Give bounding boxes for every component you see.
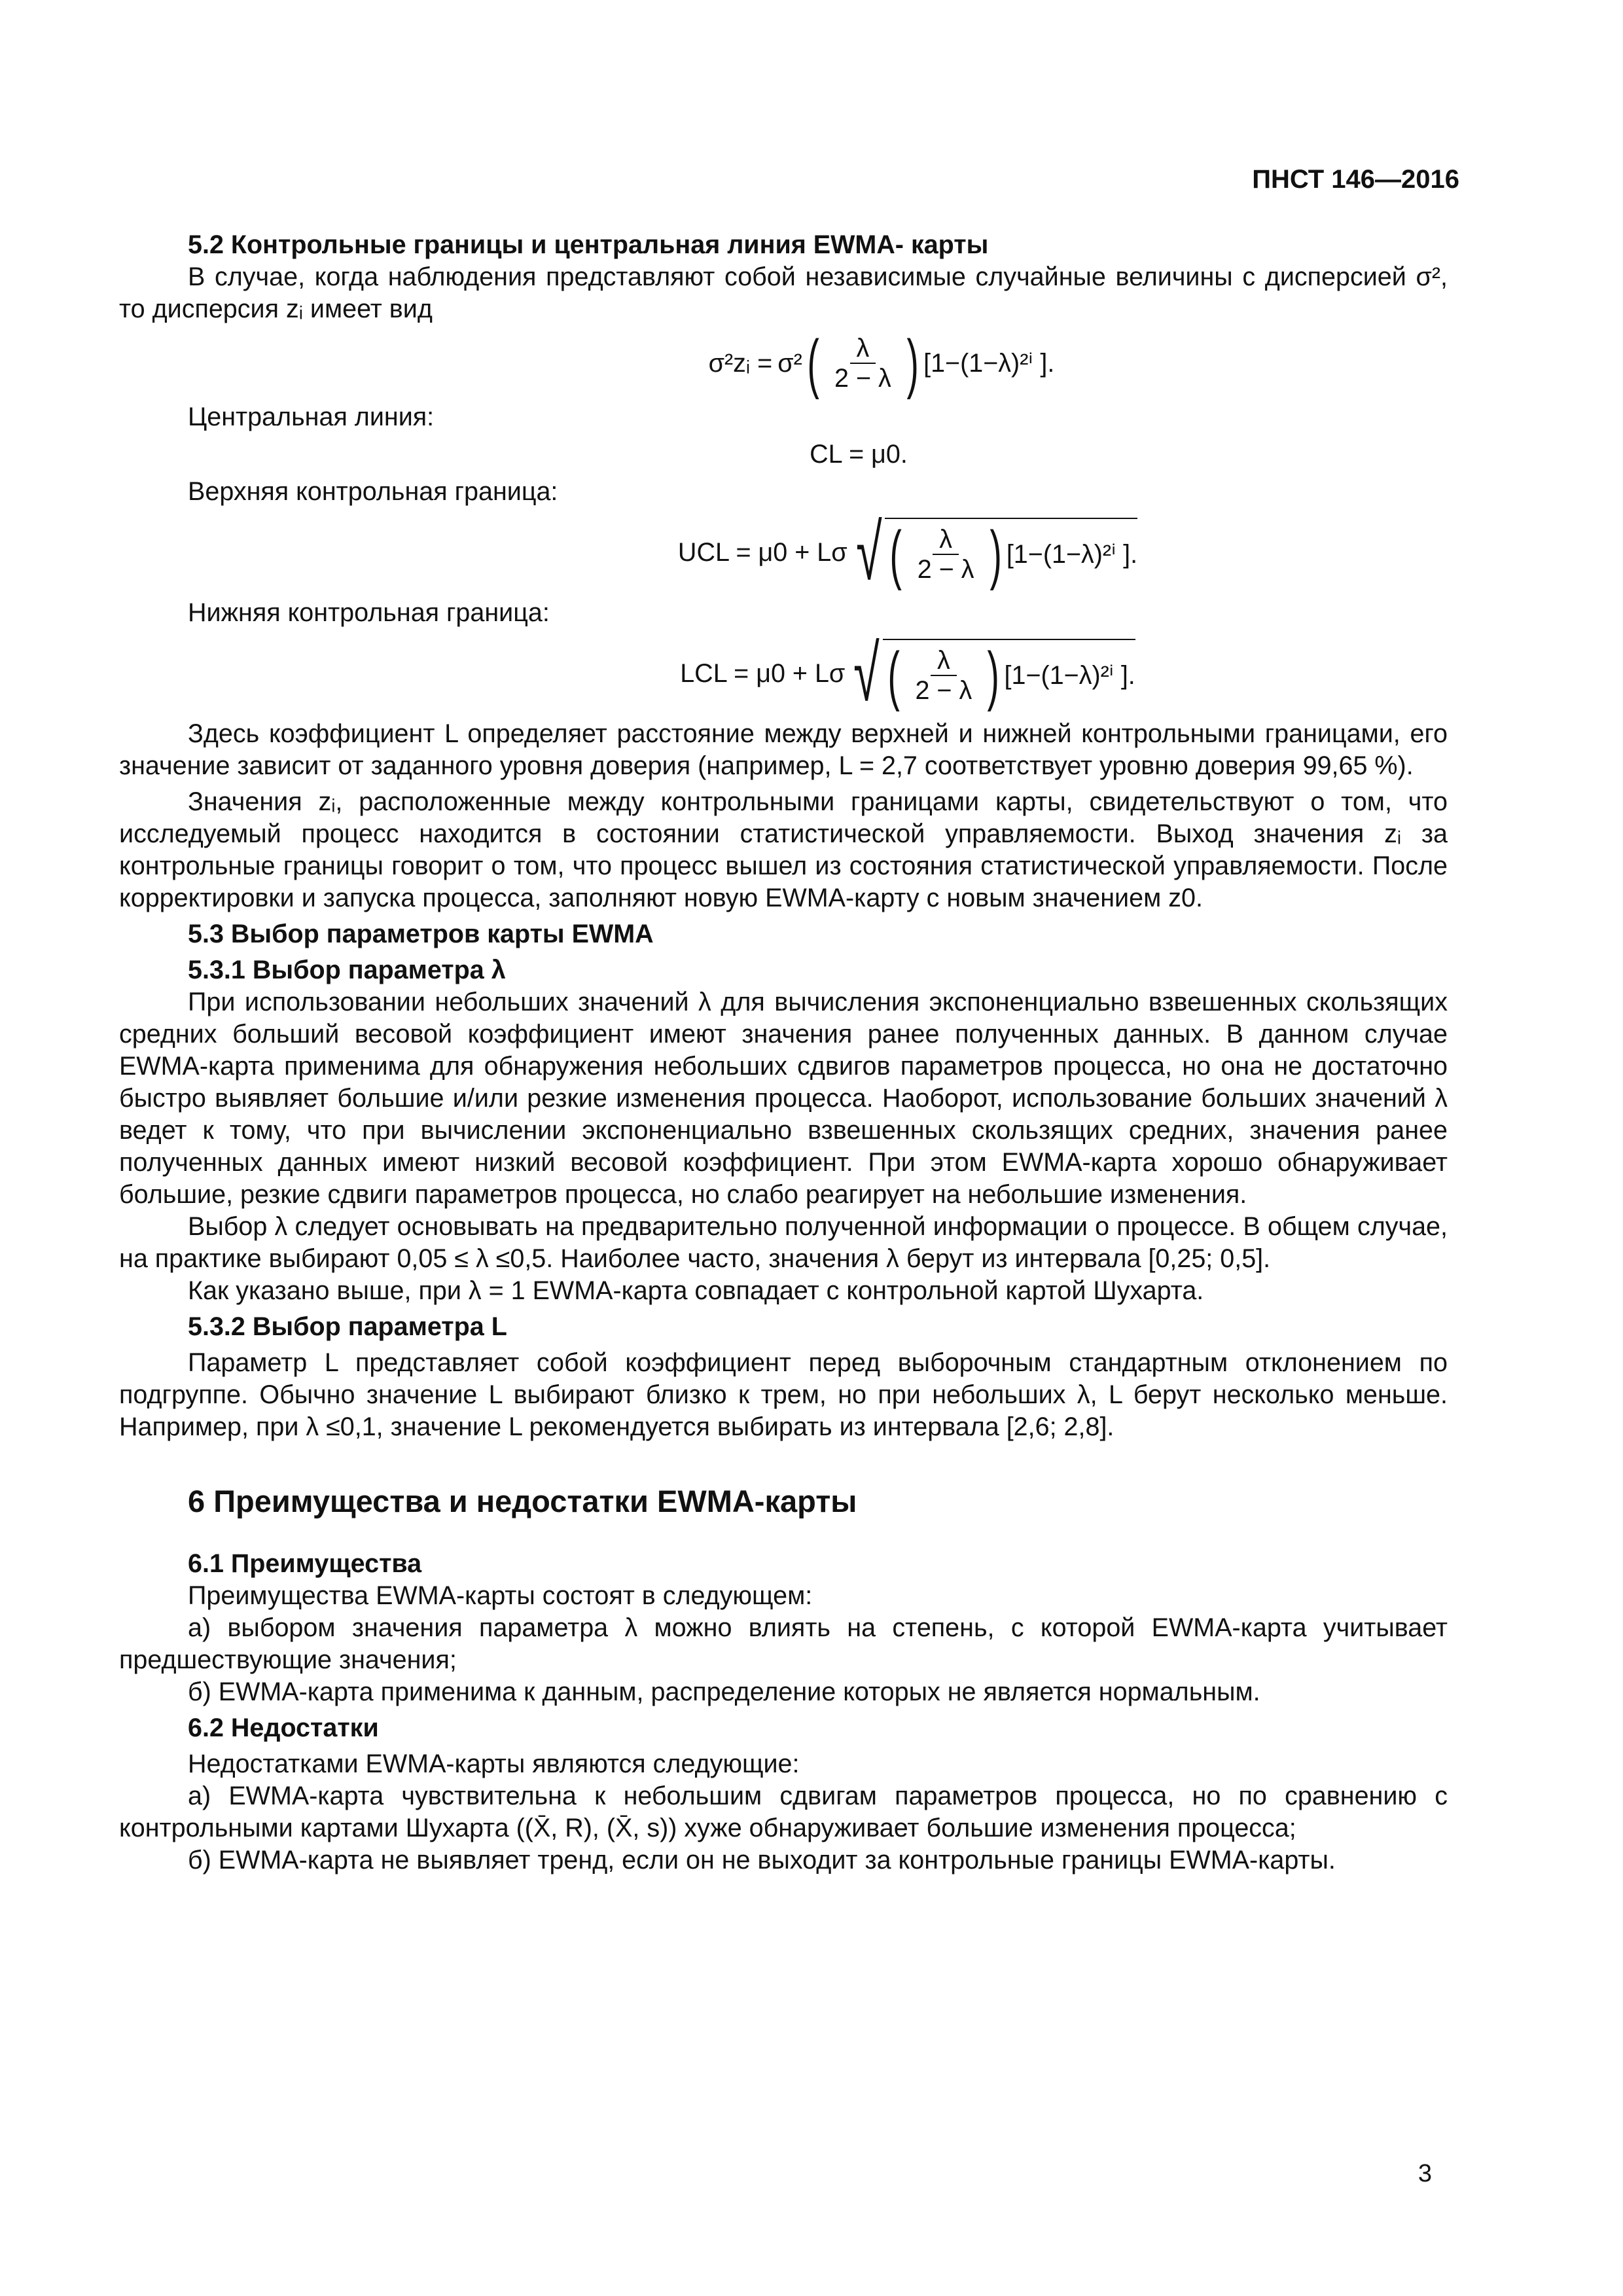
page-number: 3 xyxy=(1418,2160,1432,2187)
section-5-3-title: 5.3 Выбор параметров карты EWMA xyxy=(188,920,654,948)
section-6-2-title: 6.2 Недостатки xyxy=(188,1713,379,1742)
document-code: ПНСТ 146—2016 xyxy=(1252,165,1459,194)
advantage-a: а) выбором значения параметра λ можно влиять на степень, с которой EWMA-карта учитывает предшествующие значения; xyxy=(119,1613,1448,1674)
sqrt-sign: √ ( $\frac{\lambda}{2 - \lambda}$ ) [1−(1−λ)²ⁱ ]. xyxy=(853,630,1135,717)
section-5-2-title: 5.2 Контрольные границы и центральная линия EWMA- карты xyxy=(188,230,989,259)
document-body xyxy=(119,229,1448,1876)
variance-formula-tail: [1−(1−λ)²ⁱ ]. xyxy=(923,348,1055,378)
upper-limit-tail: [1−(1−λ)²ⁱ ]. xyxy=(1006,539,1138,569)
upper-limit-label: Верхняя контрольная граница: xyxy=(188,477,558,506)
lower-limit-tail: [1−(1−λ)²ⁱ ]. xyxy=(1004,660,1135,690)
center-line-formula: CL = μ0. xyxy=(810,440,908,469)
disadvantage-a: а) EWMA-карта чувствительна к небольшим сдвигам параметров процесса, но по сравнению с контрольными картами Шухарта ((X̄, R), (X̄, s)) хуже обнаруживает большие изменения процесса; xyxy=(119,1782,1448,1842)
variance-formula-sigma: σ² xyxy=(777,348,802,378)
variance-formula xyxy=(315,327,1448,400)
upper-limit-lhs: UCL = μ0 + Lσ xyxy=(677,537,847,567)
advantage-b: б) EWMA-карта применима к данным, распределение которых не является нормальным. xyxy=(188,1677,1260,1706)
lower-limit-lhs: LCL = μ0 + Lσ xyxy=(680,658,846,688)
section-5-2-intro: В случае, когда наблюдения представляют собой независимые случайные величины с дисперсией σ², то дисперсия zᵢ имеет вид xyxy=(119,262,1448,323)
sqrt-sign: √ ( $\frac{\lambda}{2 - \lambda}$ ) [1−(1−λ)²ⁱ ]. xyxy=(855,509,1138,596)
paragraph-z-values: Значения zᵢ, расположенные между контрольными границами карты, свидетельствуют о том, что исследуемый процесс находится в состоянии статистической управляемости. Выход значения zᵢ за контрольные границы говорит о том, что процесс вышел из состояния статистической управляемости. После корректировки и запуска процесса, заполняют новую EWMA-карту с новым значением z0. xyxy=(119,787,1448,912)
lambda-fraction xyxy=(828,334,898,393)
lower-fraction-numerator: λ xyxy=(931,646,957,676)
paren-left: ( xyxy=(807,327,819,400)
upper-fraction-numerator: λ xyxy=(933,525,959,555)
paren-right: ) xyxy=(906,327,919,400)
variance-formula-lhs: σ²zᵢ = xyxy=(708,348,773,378)
lower-limit-formula xyxy=(368,630,1448,717)
lower-limit-label: Нижняя контрольная граница: xyxy=(188,598,550,627)
lower-fraction-denominator: 2 − λ xyxy=(915,676,972,705)
disadvantage-b: б) EWMA-карта не выявляет тренд, если он не выходит за контрольные границы EWMA-карты. xyxy=(188,1846,1336,1874)
upper-limit-formula xyxy=(368,509,1448,596)
disadvantages-intro: Недостатками EWMA-карты являются следующие: xyxy=(188,1749,800,1778)
section-5-3-1-title: 5.3.1 Выбор параметра λ xyxy=(188,956,506,984)
center-line-label: Центральная линия: xyxy=(188,403,435,431)
paragraph-L-choice: Параметр L представляет собой коэффициент перед выборочным стандартным отклонением по подгруппе. Обычно значение L выбирают близко к трем, но при небольших λ, L берут несколько меньше. Например, при λ ≤0,1, значение L рекомендуется выбирать из интервала [2,6; 2,8]. xyxy=(119,1348,1448,1441)
paragraph-lambda-range: Выбор λ следует основывать на предварительно полученной информации о процессе. В общем случае, на практике выбирают 0,05 ≤ λ ≤0,5. Наиболее часто, значения λ берут из интервала [0,25; 0,5]. xyxy=(119,1212,1448,1273)
upper-fraction-denominator: 2 − λ xyxy=(917,555,974,584)
section-6-title: 6 Преимущества и недостатки EWMA-карты xyxy=(188,1484,857,1518)
paragraph-coefficient-L: Здесь коэффициент L определяет расстояние между верхней и нижней контрольными границами, его значение зависит от заданного уровня доверия (например, L = 2,7 соответствует уровню доверия 99,65 %). xyxy=(119,719,1448,780)
section-5-3-2-title: 5.3.2 Выбор параметра L xyxy=(188,1312,507,1341)
paragraph-lambda-choice: При использовании небольших значений λ для вычисления экспоненциально взвешенных скользящих средних больший весовой коэффициент имеют значения ранее полученных данных. В данном случае EWMA-карта применима для обнаружения небольших сдвигов параметров процесса, но она не достаточно быстро выявляет большие и/или резкие изменения процесса. Наоборот, использование больших значений λ ведет к тому, что при вычислении экспоненциально взвешенных скользящих средних, значения ранее полученных данных имеют низкий весовой коэффициент. При этом EWMA-карта хорошо обнаруживает большие, резкие сдвиги параметров процесса, но слабо реагирует на небольшие изменения. xyxy=(119,988,1448,1209)
section-6-1-title: 6.1 Преимущества xyxy=(188,1549,422,1578)
fraction-denominator: 2 − λ xyxy=(834,364,891,393)
advantages-intro: Преимущества EWMA-карты состоят в следующем: xyxy=(188,1581,813,1610)
fraction-numerator: λ xyxy=(850,334,876,364)
paragraph-lambda-shewhart: Как указано выше, при λ = 1 EWMA-карта совпадает с контрольной картой Шухарта. xyxy=(188,1276,1204,1305)
